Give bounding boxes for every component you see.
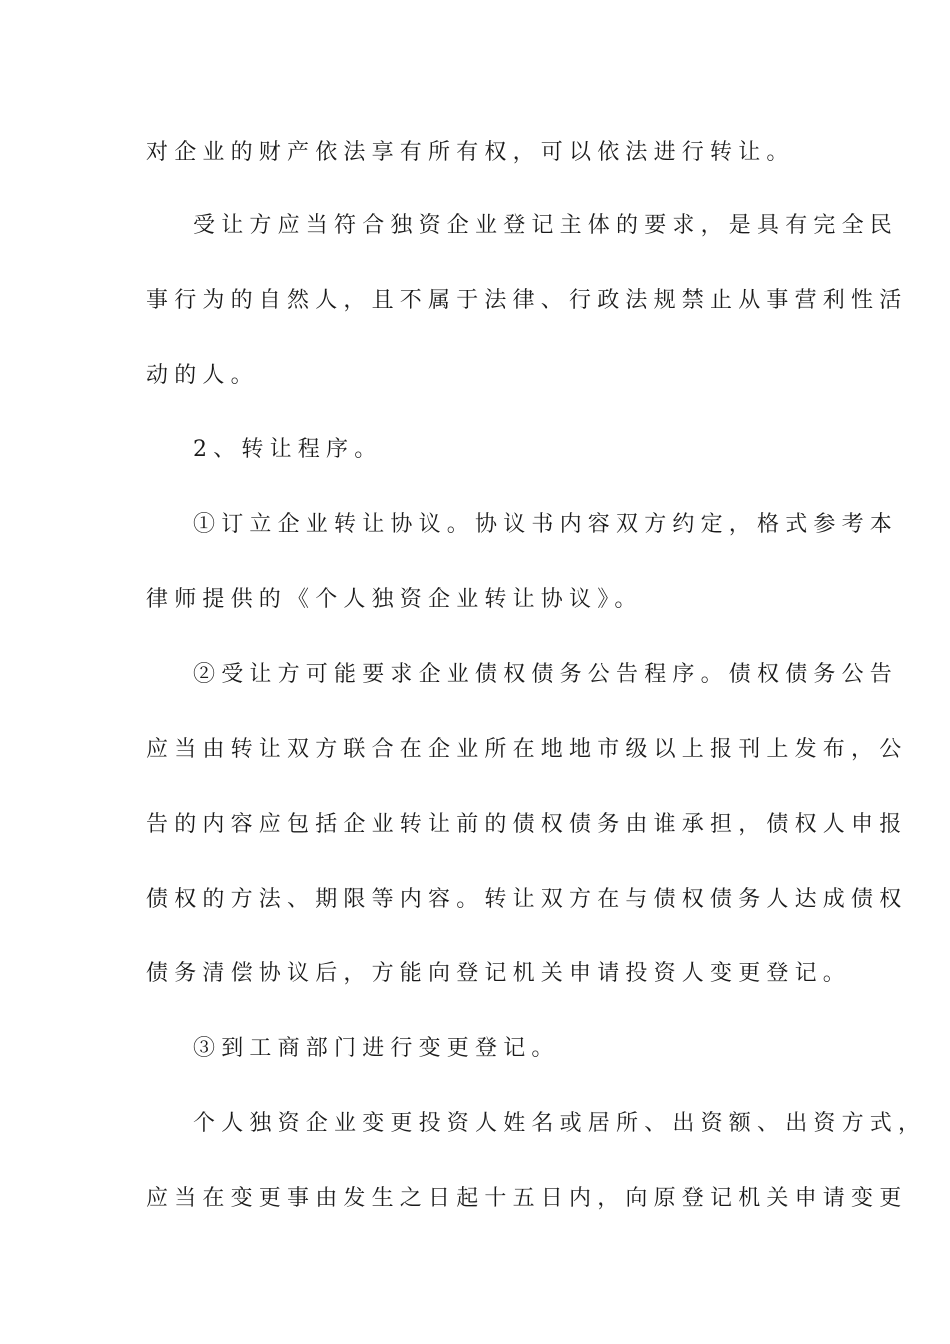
list-item-2: ②受让方可能要求企业债权债务公告程序。债权债务公告 <box>193 662 899 687</box>
text-line: 应当在变更事由发生之日起十五日内，向原登记机关申请变更 <box>146 1186 908 1211</box>
list-item-3: ③到工商部门进行变更登记。 <box>193 1036 560 1061</box>
text-line: 应当由转让双方联合在企业所在地地市级以上报刊上发布，公 <box>146 737 908 762</box>
text-line: 债务清偿协议后，方能向登记机关申请投资人变更登记。 <box>146 961 852 986</box>
text-line: 事行为的自然人，且不属于法律、行政法规禁止从事营利性活 <box>146 288 908 313</box>
text-line: 告的内容应包括企业转让前的债权债务由谁承担，债权人申报 <box>146 812 908 837</box>
text-line: 律师提供的《个人独资企业转让协议》。 <box>146 587 643 612</box>
text-line: 对企业的财产依法享有所有权，可以依法进行转让。 <box>146 140 795 165</box>
paragraph-start: 受让方应当符合独资企业登记主体的要求，是具有完全民 <box>193 213 899 238</box>
paragraph-start: 个人独资企业变更投资人姓名或居所、出资额、出资方式， <box>193 1111 927 1136</box>
text-line: 债权的方法、期限等内容。转让双方在与债权债务人达成债权 <box>146 887 908 912</box>
list-item-1: ①订立企业转让协议。协议书内容双方约定，格式参考本 <box>193 512 899 537</box>
section-heading: 2、转让程序。 <box>193 437 383 462</box>
text-line: 动的人。 <box>146 363 259 388</box>
